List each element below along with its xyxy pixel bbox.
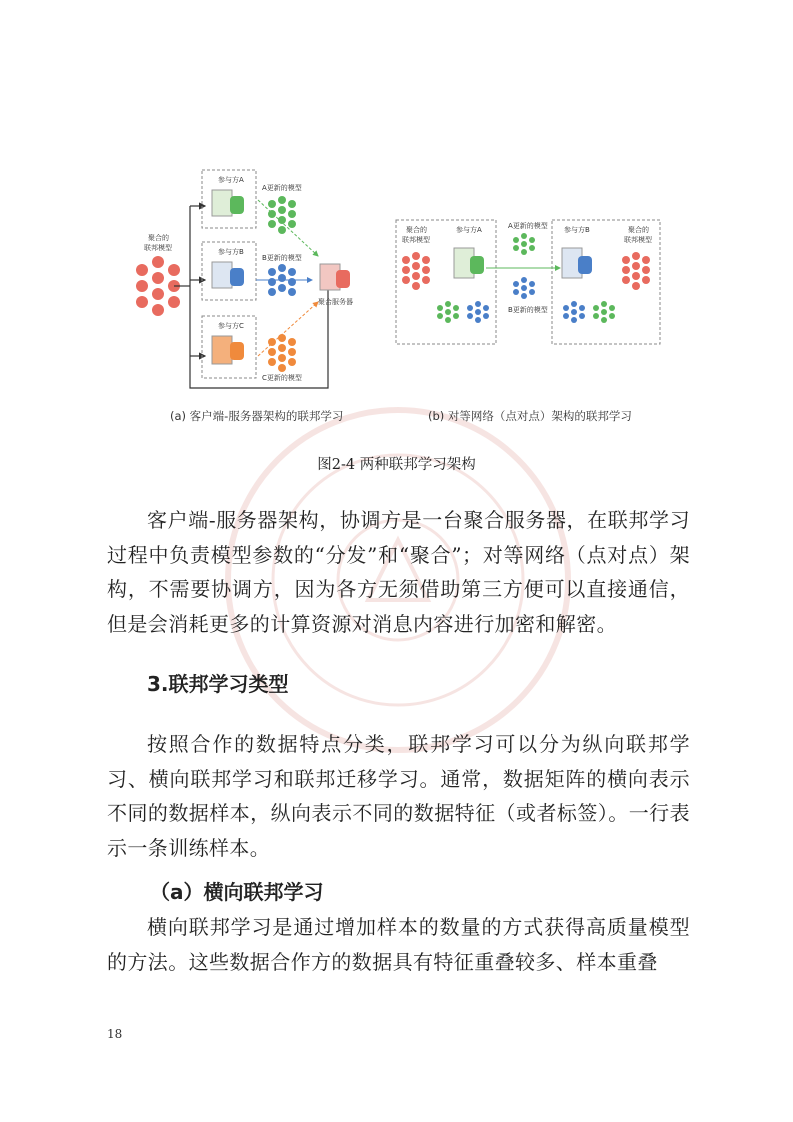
figure-diagram (100, 160, 700, 400)
panel-a-model-b (262, 253, 302, 296)
panel-a-server-label: 聚合服务器 (318, 298, 353, 306)
panel-b-model-a (508, 221, 548, 255)
panel-a-model-a-label: A更新的模型 (262, 184, 302, 192)
page-number: 18 (107, 1027, 123, 1041)
section-heading: 3.联邦学习类型 (147, 672, 289, 696)
paragraph-types: 按照合作的数据特点分类，联邦学习可以分为纵向联邦学习、横向联邦学习和联邦迁移学习。通常，数据矩阵的横向表示不同的数据样本，纵向表示不同的数据特征（或者标签）。一行表示一条训练样本。 (107, 732, 690, 860)
panel-a-party-b (202, 242, 256, 300)
panel-b-right-model-label-1: 聚合的 (628, 226, 649, 234)
panel-a-agg-label-2: 联邦模型 (144, 244, 172, 252)
panel-a-party-b-label: 参与方B (218, 248, 244, 256)
panel-a-model-a (262, 183, 302, 234)
figure-caption-a: (a) 客户端-服务器架构的联邦学习 (170, 409, 344, 423)
panel-b-model-b-label: B更新的模型 (508, 306, 548, 314)
panel-a-party-c-label: 参与方C (218, 322, 244, 330)
panel-a-party-a-label: 参与方A (218, 176, 244, 184)
panel-a-party-a (202, 170, 256, 228)
panel-b-left-model-label-1: 聚合的 (406, 226, 427, 234)
paragraph-architectures: 客户端-服务器架构，协调方是一台聚合服务器，在联邦学习过程中负责模型参数的“分发”和“聚合”；对等网络（点对点）架构，不需要协调方，因为各方无须借助第三方便可以直接通信，但是会消耗更多的计算资源对消息内容进行加密和解密。 (107, 508, 690, 636)
panel-b-party-b-label: 参与方B (564, 226, 590, 234)
panel-b-model-b (508, 277, 548, 314)
panel-b-right-model-label-2: 联邦模型 (624, 236, 652, 244)
panel-b-model-a-label: A更新的模型 (508, 222, 548, 230)
panel-a-model-c (262, 334, 302, 382)
figure-caption-b: (b) 对等网络（点对点）架构的联邦学习 (428, 409, 632, 423)
panel-a-model-c-label: C更新的模型 (262, 374, 302, 382)
panel-b-left-group (396, 220, 496, 344)
panel-a-agg-label-1: 聚合的 (148, 234, 169, 242)
panel-a-aggregated-model (136, 233, 180, 316)
panel-a-party-c (202, 316, 256, 378)
federated-architecture-figure (100, 160, 700, 400)
panel-a-model-b-label: B更新的模型 (262, 254, 302, 262)
panel-b-party-a-label: 参与方A (456, 226, 482, 234)
figure-title: 图2-4 两种联邦学习架构 (317, 457, 476, 473)
panel-b-right-group (552, 220, 660, 344)
panel-b-left-model-label-2: 联邦模型 (402, 236, 430, 244)
panel-a-aggregation-server (318, 264, 353, 306)
sub-heading-horizontal: （a）横向联邦学习 (150, 880, 324, 904)
paragraph-horizontal: 横向联邦学习是通过增加样本的数量的方式获得高质量模型的方法。这些数据合作方的数据具有特征重叠较多、样本重叠 (107, 915, 690, 974)
